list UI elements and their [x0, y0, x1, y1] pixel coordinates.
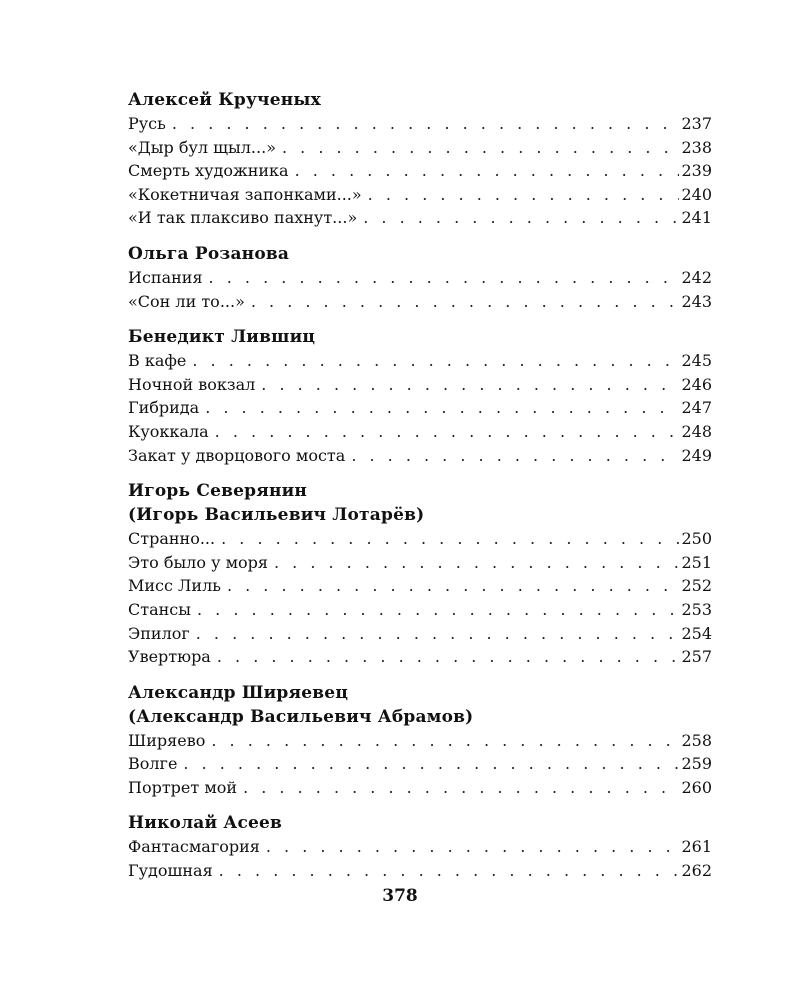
dot-leader — [196, 622, 680, 646]
dot-leader — [261, 373, 679, 397]
dot-leader — [215, 420, 680, 444]
toc-section — [128, 88, 712, 230]
entry-page-number: 248 — [681, 421, 712, 441]
toc-entry — [128, 598, 712, 622]
entry-page-number: 239 — [681, 161, 712, 181]
entry-page-number: 259 — [681, 754, 712, 774]
entry-page-number: 242 — [681, 267, 712, 287]
entry-title: Ночной вокзал — [128, 374, 256, 394]
toc-entry — [128, 574, 712, 598]
dot-leader — [192, 349, 679, 373]
entry-title: Ширяево — [128, 730, 206, 750]
toc-section — [128, 811, 712, 882]
author-real-name: (Игорь Васильевич Лотарёв) — [128, 505, 425, 526]
dot-leader — [221, 527, 679, 551]
entry-page-number: 250 — [681, 529, 712, 549]
author-name: Николай Асеев — [128, 813, 283, 834]
entry-title: Мисс Лиль — [128, 576, 221, 596]
entry-title: Испания — [128, 267, 203, 287]
dot-leader — [219, 859, 680, 883]
dot-leader — [183, 752, 679, 776]
entry-title: Гибрида — [128, 398, 200, 418]
entry-title: Стансы — [128, 599, 191, 619]
entry-page-number: 245 — [681, 351, 712, 371]
entry-page-number: 240 — [681, 184, 712, 204]
entry-title: Смерть художника — [128, 161, 289, 181]
dot-leader — [351, 444, 679, 468]
entry-page-number: 247 — [681, 398, 712, 418]
author-name: Александр Ширяевец — [128, 682, 349, 703]
toc-entry — [128, 729, 712, 753]
toc-entry — [128, 183, 712, 207]
entry-title: «Кокетничая запонками...» — [128, 184, 362, 204]
entry-page-number: 243 — [681, 291, 712, 311]
toc-entry — [128, 444, 712, 468]
entry-title: Русь — [128, 114, 166, 133]
dot-leader — [172, 112, 680, 136]
entry-page-number: 249 — [681, 445, 712, 465]
entry-title: Гудошная — [128, 861, 213, 881]
entry-page-number: 254 — [681, 623, 712, 643]
dot-leader — [266, 835, 680, 859]
dot-leader — [227, 574, 680, 598]
entry-page-number: 260 — [681, 777, 712, 797]
toc-entry — [128, 206, 712, 230]
dot-leader — [197, 598, 679, 622]
toc-entry — [128, 396, 712, 420]
dot-leader — [209, 266, 680, 290]
entry-page-number: 261 — [681, 837, 712, 857]
entry-page-number: 262 — [681, 861, 712, 881]
entry-title: Странно... — [128, 529, 216, 549]
toc-entry — [128, 266, 712, 290]
dot-leader — [211, 729, 679, 753]
dot-leader — [251, 290, 680, 314]
entry-title: Куоккала — [128, 421, 209, 441]
entry-page-number: 237 — [681, 114, 712, 133]
entry-title: Волге — [128, 754, 178, 774]
entry-page-number: 257 — [681, 647, 712, 667]
toc-entry — [128, 622, 712, 646]
toc-entry — [128, 527, 712, 551]
table-of-contents — [128, 88, 712, 895]
dot-leader — [205, 396, 679, 420]
dot-leader — [243, 776, 679, 800]
dot-leader — [217, 645, 680, 669]
entry-page-number: 253 — [681, 599, 712, 619]
toc-entry — [128, 776, 712, 800]
author-name: Ольга Розанова — [128, 243, 290, 264]
toc-entry — [128, 551, 712, 575]
toc-entry — [128, 112, 712, 136]
toc-entry — [128, 645, 712, 669]
dot-leader — [295, 159, 680, 183]
toc-section — [128, 242, 712, 313]
dot-leader — [282, 136, 679, 160]
toc-entry — [128, 290, 712, 314]
toc-entry — [128, 159, 712, 183]
entry-title: «Сон ли то...» — [128, 291, 245, 311]
entry-title: Закат у дворцового моста — [128, 445, 346, 465]
toc-section — [128, 479, 712, 669]
entry-title: В кафе — [128, 351, 187, 371]
toc-entry — [128, 752, 712, 776]
author-name: Игорь Северянин — [128, 481, 308, 502]
toc-entry — [128, 420, 712, 444]
entry-page-number: 246 — [681, 374, 712, 394]
author-real-name: (Александр Васильевич Абрамов) — [128, 706, 474, 727]
entry-title: Фантасмагория — [128, 837, 260, 857]
toc-section — [128, 325, 712, 467]
toc-entry — [128, 859, 712, 883]
toc-section — [128, 681, 712, 800]
toc-entry — [128, 349, 712, 373]
dot-leader — [363, 206, 679, 230]
entry-title: Увертюра — [128, 647, 211, 667]
entry-page-number: 258 — [681, 730, 712, 750]
entry-title: «И так плаксиво пахнут...» — [128, 208, 358, 228]
entry-page-number: 238 — [681, 137, 712, 157]
entry-title: Эпилог — [128, 623, 190, 643]
dot-leader — [274, 551, 679, 575]
entry-page-number: 241 — [681, 208, 712, 228]
author-name: Алексей Крученых — [128, 90, 321, 110]
entry-page-number: 251 — [681, 552, 712, 572]
entry-title: Портрет мой — [128, 777, 238, 797]
page-number: 378 — [382, 886, 418, 906]
entry-title: «Дыр бул щыл...» — [128, 137, 276, 157]
entry-title: Это было у моря — [128, 552, 268, 572]
toc-entry — [128, 835, 712, 859]
dot-leader — [368, 183, 680, 207]
toc-entry — [128, 136, 712, 160]
entry-page-number: 252 — [681, 576, 712, 596]
toc-entry — [128, 373, 712, 397]
author-name: Бенедикт Лившиц — [128, 327, 316, 348]
